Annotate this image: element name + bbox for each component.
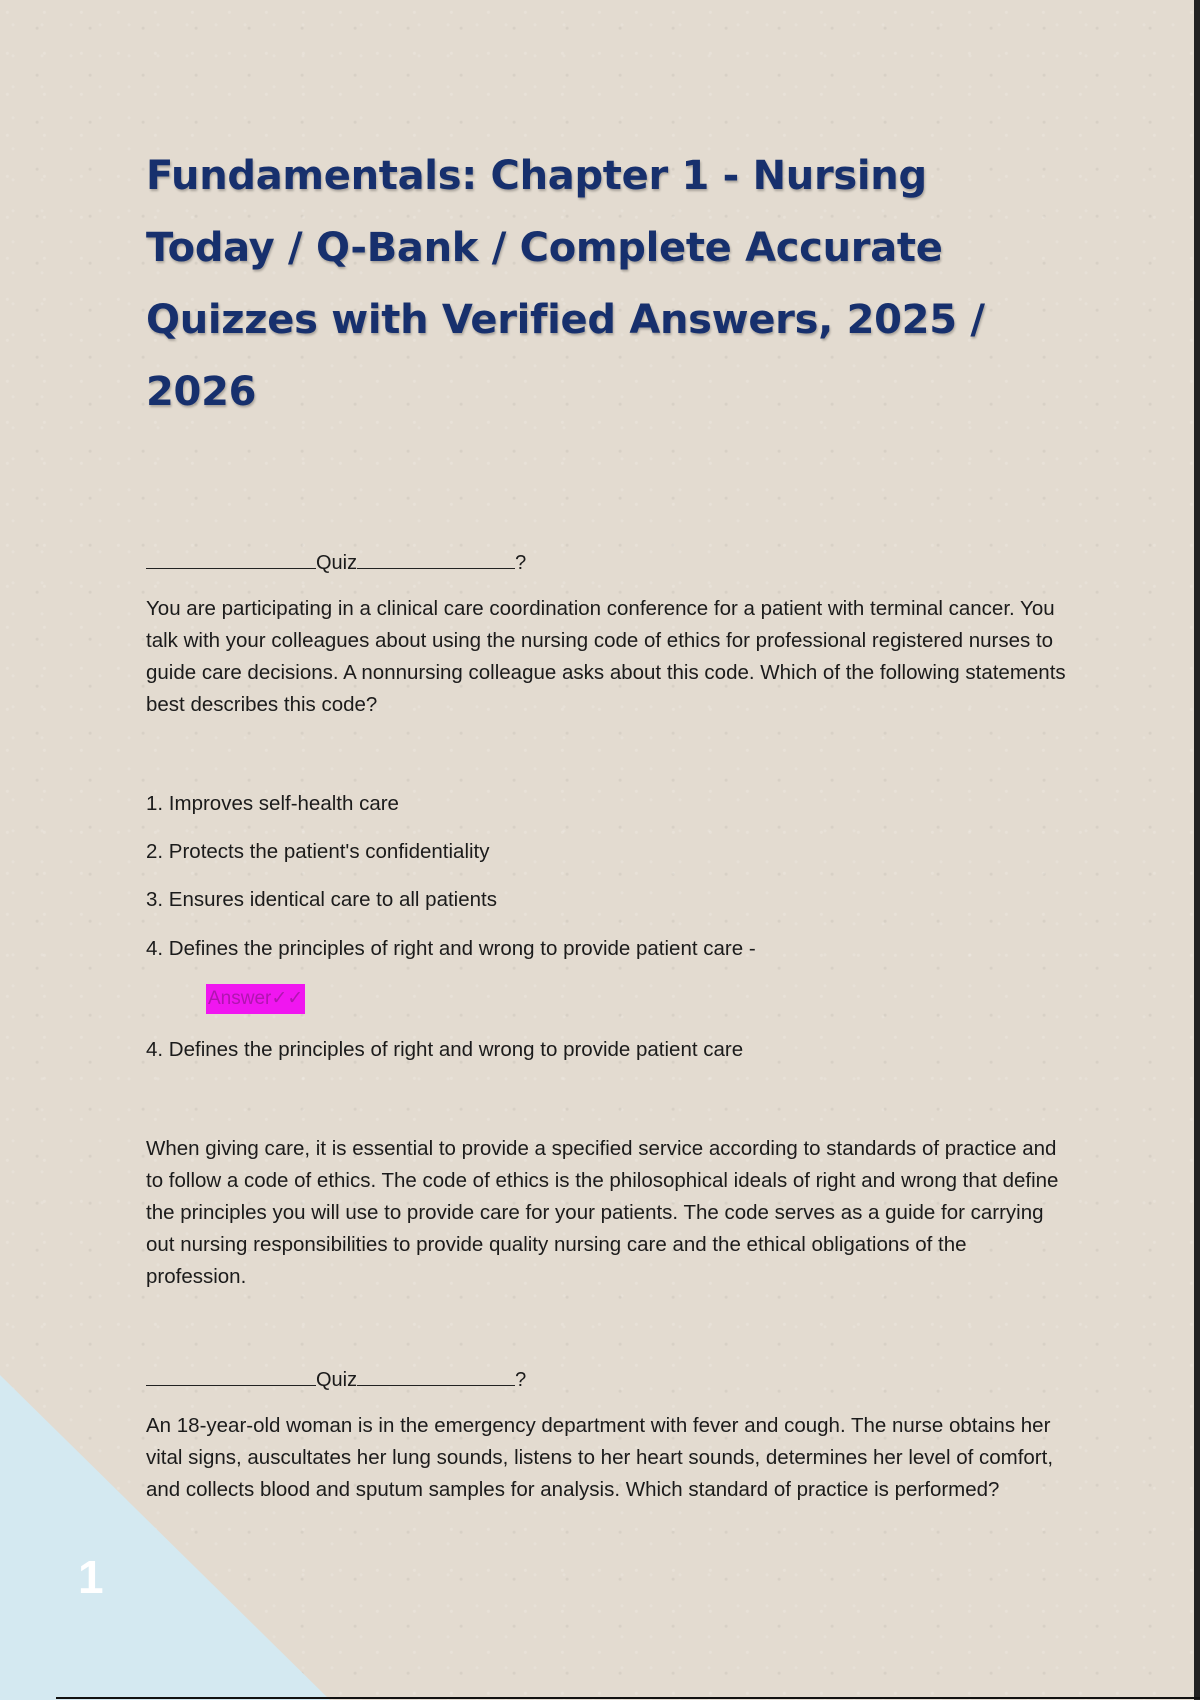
quiz-heading bbox=[146, 1365, 526, 1393]
blank-line bbox=[357, 1365, 515, 1386]
blank-line bbox=[146, 1365, 316, 1386]
answer-option: 2. Protects the patient's confidentiality bbox=[146, 840, 490, 863]
document-title: Fundamentals: Chapter 1 - Nursing Today / Q-Bank / Complete Accurate Quizzes with Verified Answers, 2025 / 2026 bbox=[146, 153, 985, 415]
quiz-heading bbox=[146, 548, 526, 576]
correct-answer: 4. Defines the principles of right and wrong to provide patient care bbox=[146, 1038, 744, 1061]
question-stem: An 18-year-old woman is in the emergency department with fever and cough. The nurse obtains her vital signs, auscultates her lung sounds, listens to her heart sounds, determines her level of comfort, and collects blood and sputum samples for analysis. Which standard of practice is performed? bbox=[146, 1414, 1054, 1501]
quiz-question-mark: ? bbox=[515, 552, 527, 574]
footer-rule bbox=[56, 1697, 1200, 1699]
answer-rationale: When giving care, it is essential to provide a specified service according to standards of practice and to follow a code of ethics. The code of ethics is the philosophical ideals of right and wrong that define the principles you will use to provide care for your patients. The code serves as a guide for carrying out nursing responsibilities to provide quality nursing care and the ethical obligations of the profession. bbox=[146, 1137, 1059, 1288]
page-number: 1 bbox=[78, 1551, 104, 1603]
answer-highlight-badge: Answer✓✓ bbox=[206, 984, 305, 1014]
quiz-label: Quiz bbox=[316, 1369, 358, 1391]
answer-option: 3. Ensures identical care to all patients bbox=[146, 888, 497, 911]
page-right-edge bbox=[1194, 0, 1200, 1700]
quiz-question-mark: ? bbox=[515, 1369, 527, 1391]
answer-option: 4. Defines the principles of right and wrong to provide patient care - bbox=[146, 937, 756, 960]
answer-option: 1. Improves self-health care bbox=[146, 792, 399, 815]
blank-line bbox=[357, 548, 515, 569]
blank-line bbox=[146, 548, 316, 569]
question-stem: You are participating in a clinical care coordination conference for a patient with terminal cancer. You talk with your colleagues about using the nursing code of ethics for professional registered nurses to guide care decisions. A nonnursing colleague asks about this code. Which of the following statements best describes this code? bbox=[146, 597, 1066, 716]
quiz-label: Quiz bbox=[316, 552, 358, 574]
